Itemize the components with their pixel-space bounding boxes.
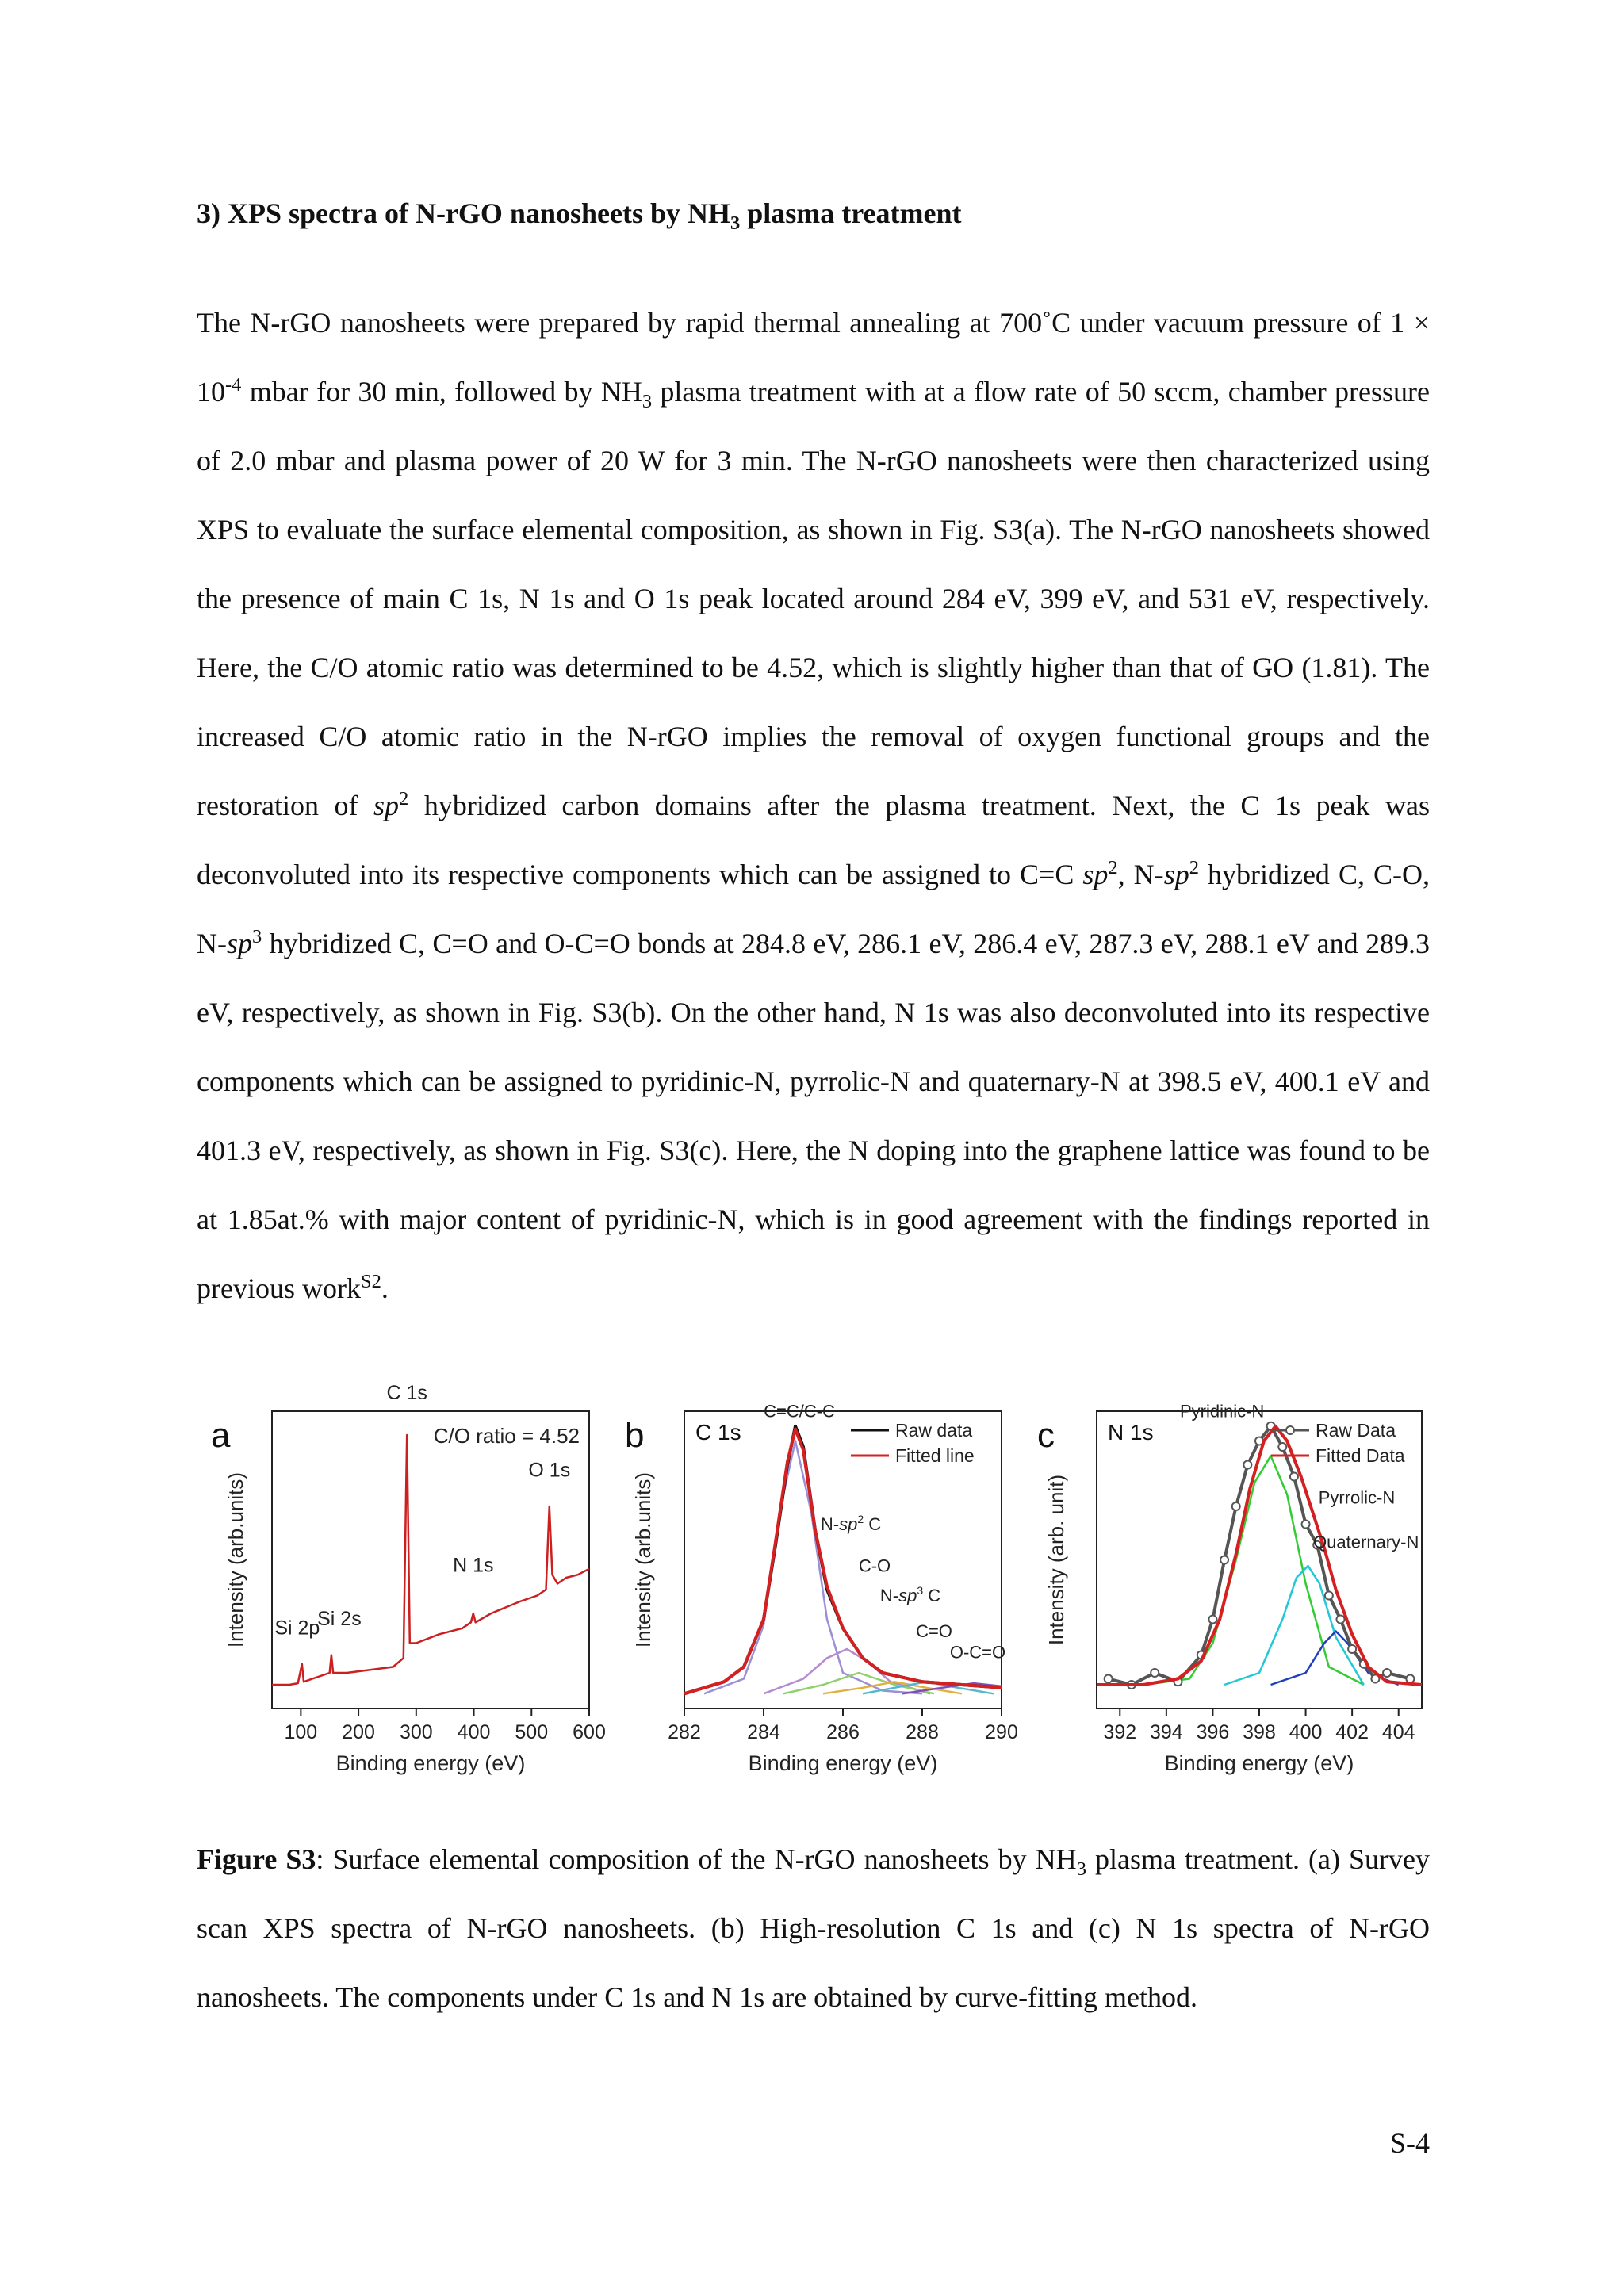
legend-label: Raw Data	[1316, 1420, 1396, 1441]
raw-data-point	[1290, 1473, 1298, 1481]
x-axis-label: Binding energy (eV)	[335, 1751, 526, 1775]
raw-data-point	[1220, 1556, 1228, 1564]
figure-s3	[197, 1382, 1430, 1816]
italic-term: sp	[227, 928, 253, 959]
component-label: Quaternary-N	[1313, 1532, 1419, 1552]
legend-label: Fitted line	[895, 1445, 975, 1466]
text-run: hybridized C, C=O and O-C=O bonds at 284.8 eV, 286.1 eV, 286.4 eV, 287.3 eV, 288.1 eV and 289.3 eV, respectively, as shown in Fig. S3(b). On the other hand, N 1s was also deconvoluted into its respective components which can be assigned to pyridinic-N, pyrrolic-N and quaternary-N at 398.5 eV, 400.1 eV and 401.3 eV, respectively, as shown in Fig. S3(c). Here, the N doping into the graphene lattice was found to be at 1.85at.% with major content of pyridinic-N, which is in good agreement with the findings reported in previous work	[197, 928, 1430, 1304]
panel-title: C 1s	[695, 1420, 741, 1445]
component-label	[821, 1513, 881, 1534]
peak-label: Si 2s	[317, 1608, 362, 1630]
caption-label: Figure S3	[197, 1843, 316, 1875]
peak-label: C 1s	[386, 1382, 427, 1404]
raw-data-point	[1243, 1461, 1251, 1469]
component-label: O-C=O	[949, 1642, 1006, 1663]
section-heading	[197, 197, 962, 235]
raw-data-point	[1325, 1592, 1333, 1600]
raw-data-point	[1151, 1669, 1159, 1677]
legend-label: Raw data	[895, 1420, 973, 1441]
raw-data-point	[1302, 1521, 1310, 1529]
label-superscript: 3	[917, 1584, 924, 1597]
y-axis-label: Intensity (arb. unit)	[1044, 1474, 1068, 1646]
x-tick-label: 392	[1103, 1721, 1137, 1743]
text-run: The N-rGO nanosheets were prepared by rapid thermal annealing at 700˚C under vacuum pressure of 1 × 10	[197, 307, 1430, 408]
section-number: 3)	[197, 197, 220, 229]
component-label: Pyrrolic-N	[1318, 1487, 1396, 1508]
subscript: 3	[642, 391, 653, 413]
text-run: mbar for 30 min, followed by NH	[241, 376, 642, 408]
x-tick-label: 300	[399, 1721, 433, 1743]
raw-data-point	[1105, 1675, 1113, 1683]
raw-data-point	[1406, 1675, 1414, 1683]
raw-data-point	[1208, 1616, 1216, 1624]
reference-marker[interactable]: S2	[360, 1271, 381, 1292]
panel-frame-a	[272, 1411, 589, 1709]
raw-data-point	[1348, 1645, 1356, 1653]
x-tick-label: 290	[985, 1721, 1018, 1743]
x-tick-label: 396	[1196, 1721, 1230, 1743]
caption-subscript: 3	[1076, 1858, 1086, 1881]
panel-title: N 1s	[1108, 1420, 1154, 1445]
raw-data-point	[1278, 1443, 1286, 1451]
label-italic: sp	[898, 1586, 917, 1605]
section-title-text: XPS spectra of N-rGO nanosheets by NH	[228, 197, 730, 229]
component-label: Pyridinic-N	[1179, 1401, 1265, 1422]
superscript: 2	[1108, 857, 1118, 878]
label-part: N-	[820, 1514, 840, 1534]
panel-letter-a: a	[211, 1416, 231, 1455]
peak-label: N 1s	[453, 1554, 494, 1577]
raw-data-point	[1383, 1669, 1391, 1677]
superscript: 3	[252, 926, 262, 947]
x-tick-label: 200	[342, 1721, 375, 1743]
section-title-text-end: plasma treatment	[740, 197, 962, 229]
raw-data-point	[1337, 1616, 1345, 1624]
component-label: C=O	[916, 1621, 952, 1641]
label-superscript: 2	[857, 1513, 864, 1525]
x-tick-label: 400	[457, 1721, 491, 1743]
x-tick-label: 600	[573, 1721, 606, 1743]
component-label	[880, 1584, 940, 1605]
text-run: hybridized carbon domains after the plasma treatment. Next, the C 1s peak was deconvoluted into its respective components which can be assigned to C=C	[197, 790, 1430, 890]
text-run: hybridized C, C-O, N-	[197, 859, 1430, 959]
x-tick-label: 394	[1149, 1721, 1183, 1743]
x-tick-label: 400	[1289, 1721, 1323, 1743]
section-title	[228, 197, 962, 235]
x-tick-label: 402	[1335, 1721, 1369, 1743]
legend-label: Fitted Data	[1316, 1445, 1405, 1466]
italic-term: sp	[1082, 859, 1109, 890]
label-part: C	[923, 1586, 941, 1605]
component-label: C=C/C-C	[764, 1401, 835, 1422]
x-tick-label: 404	[1381, 1721, 1415, 1743]
panel-letter-c: c	[1037, 1416, 1055, 1455]
text-run: , N-	[1117, 859, 1164, 890]
superscript: 2	[399, 788, 409, 809]
body-paragraph	[197, 289, 1430, 1323]
xps-figure-svg	[197, 1382, 1430, 1816]
y-axis-label: Intensity (arb.units)	[631, 1471, 655, 1648]
superscript: -4	[225, 374, 242, 396]
x-tick-label: 398	[1243, 1721, 1276, 1743]
peak-label: O 1s	[528, 1459, 571, 1482]
text-run: plasma treatment with at a flow rate of 50 sccm, chamber pressure of 2.0 mbar and plasma power of 20 W for 3 min. The N-rGO nanosheets were then characterized using XPS to evaluate the surface elemental composition, as shown in Fig. S3(a). The N-rGO nanosheets showed the presence of main C 1s, N 1s and O 1s peak located around 284 eV, 399 eV, and 531 eV, respectively. Here, the C/O atomic ratio was determined to be 4.52, which is slightly higher than that of GO (1.81). The increased C/O atomic ratio in the N-rGO implies the removal of oxygen functional groups and the restoration of	[197, 376, 1430, 821]
label-italic: sp	[839, 1514, 858, 1534]
section-title-subscript: 3	[730, 212, 741, 235]
x-tick-label: 100	[284, 1721, 318, 1743]
superscript: 2	[1189, 857, 1199, 878]
caption-text: : Surface elemental composition of the N-rGO nanosheets by NH	[316, 1843, 1077, 1875]
x-tick-label: 288	[906, 1721, 939, 1743]
co-ratio-annotation: C/O ratio = 4.52	[433, 1424, 580, 1448]
y-axis-label: Intensity (arb.units)	[224, 1471, 247, 1648]
peak-label: Si 2p	[274, 1617, 320, 1640]
raw-data-point	[1232, 1502, 1240, 1510]
italic-term: sp	[1163, 859, 1189, 890]
label-part: N-	[879, 1586, 899, 1605]
text-run: .	[381, 1272, 389, 1304]
italic-term: sp	[373, 790, 400, 821]
label-part: C	[864, 1514, 882, 1534]
x-axis-label: Binding energy (eV)	[1164, 1751, 1354, 1775]
x-tick-label: 284	[747, 1721, 780, 1743]
component-label: C-O	[858, 1556, 891, 1576]
x-tick-label: 500	[515, 1721, 549, 1743]
caption-text-end: plasma treatment. (a) Survey scan XPS spectra of N-rGO nanosheets. (b) High-resolution C 1s and (c) N 1s spectra of N-rGO nanosheets. The components under C 1s and N 1s are obtained by curve-fitting method.	[197, 1843, 1430, 2013]
legend-marker	[1286, 1426, 1294, 1434]
panel-letter-b: b	[625, 1416, 645, 1455]
x-axis-label: Binding energy (eV)	[748, 1751, 938, 1775]
figure-caption	[197, 1825, 1430, 2032]
x-tick-label: 286	[826, 1721, 860, 1743]
x-tick-label: 282	[668, 1721, 701, 1743]
page-number: S-4	[1389, 2127, 1430, 2159]
